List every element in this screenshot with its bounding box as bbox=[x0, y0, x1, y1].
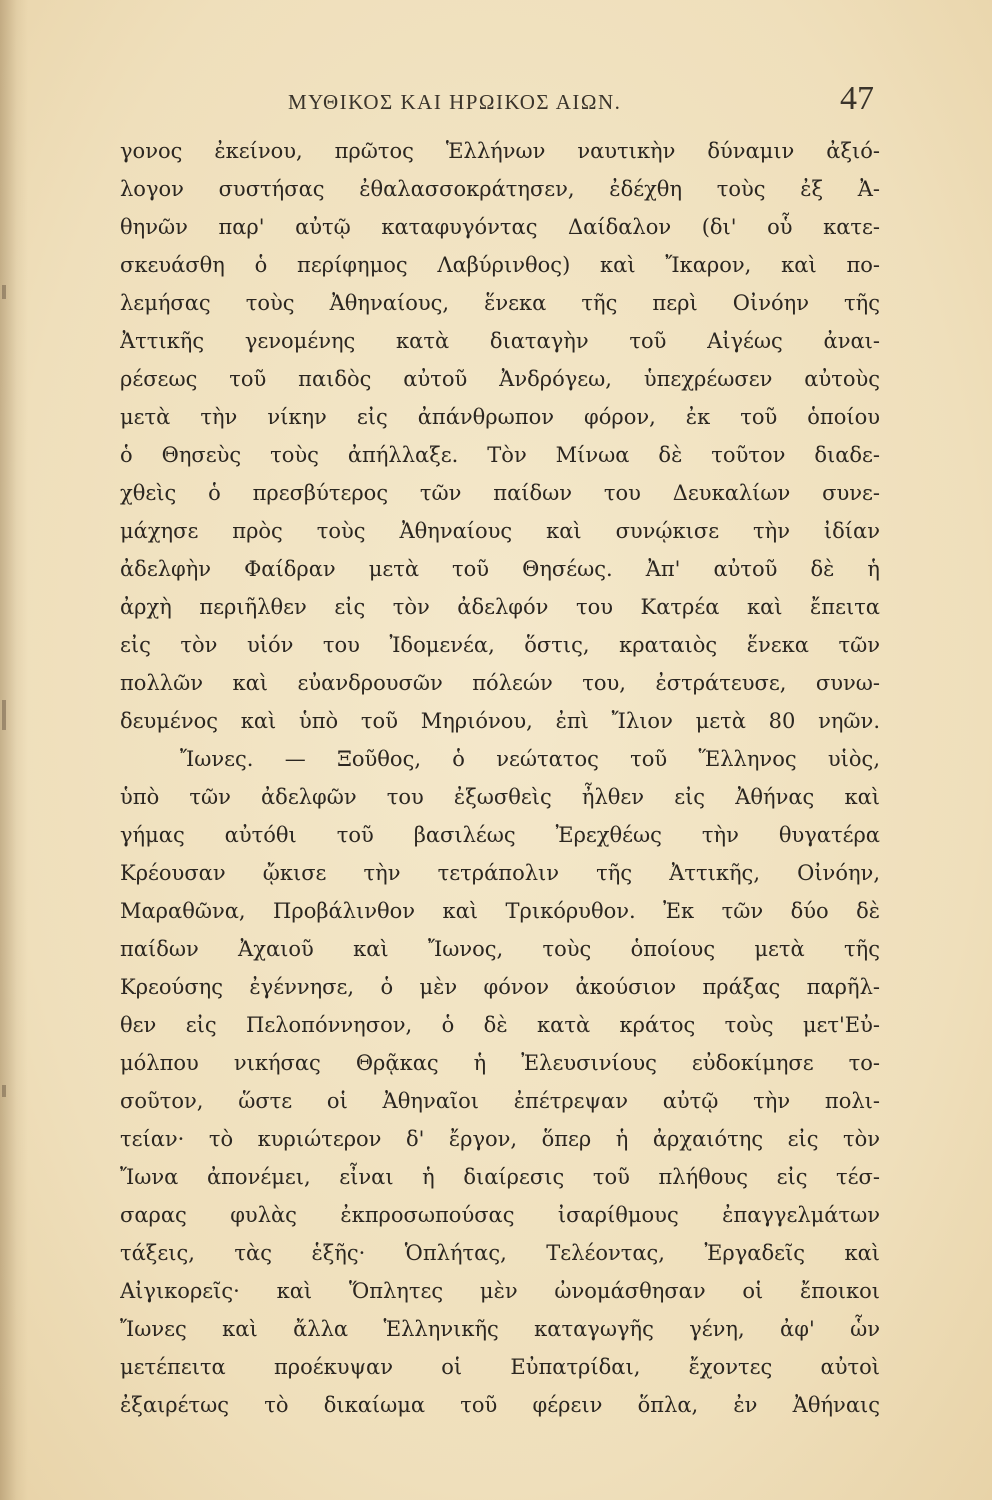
text-line: Ἴωνες καὶ ἄλλα Ἑλληνικῆς καταγωγῆς γένη, ἀφ' ὧν bbox=[120, 1317, 880, 1341]
text-line: ὁ Θησεὺς τοὺς ἀπήλλαξε. Τὸν Μίνωα δὲ τοῦτον διαδε- bbox=[120, 443, 880, 467]
text-line: Ἀττικῆς γενομένης κατὰ διαταγὴν τοῦ Αἰγέως ἀναι- bbox=[120, 329, 880, 353]
text-line: μετέπειτα προέκυψαν οἱ Εὐπατρίδαι, ἔχοντες αὐτοὶ bbox=[120, 1355, 880, 1379]
text-line: τάξεις, τὰς ἑξῆς· Ὁπλήτας, Τελέοντας, Ἐργαδεῖς καὶ bbox=[120, 1241, 880, 1265]
margin-mark bbox=[2, 285, 6, 299]
margin-mark bbox=[2, 1085, 6, 1097]
text-line: θεν εἰς Πελοπόννησον, ὁ δὲ κατὰ κράτος τοὺς μετ'Εὐ- bbox=[120, 1013, 880, 1037]
text-line: εἰς τὸν υἱόν του Ἰδομενέα, ὅστις, κραταιὸς ἕνεκα τῶν bbox=[120, 633, 880, 657]
text-line: χθεὶς ὁ πρεσβύτερος τῶν παίδων του Δευκαλίων συνε- bbox=[120, 481, 880, 505]
text-line: γήμας αὐτόθι τοῦ βασιλέως Ἐρεχθέως τὴν θυγατέρα bbox=[120, 823, 880, 847]
body-text bbox=[120, 132, 880, 1432]
text-line: Ἴωνα ἀπονέμει, εἶναι ἡ διαίρεσις τοῦ πλήθους εἰς τέσ- bbox=[120, 1165, 880, 1189]
text-line: σοῦτον, ὥστε οἱ Ἀθηναῖοι ἐπέτρεψαν αὐτῷ τὴν πολι- bbox=[120, 1089, 880, 1113]
text-line: παίδων Ἀχαιοῦ καὶ Ἴωνος, τοὺς ὁποίους μετὰ τῆς bbox=[120, 937, 880, 961]
spine-shadow bbox=[0, 0, 28, 1500]
page-header bbox=[120, 80, 880, 124]
text-line: πολλῶν καὶ εὐανδρουσῶν πόλεών του, ἐστράτευσε, συνω- bbox=[120, 671, 880, 695]
text-line: ρέσεως τοῦ παιδὸς αὐτοῦ Ἀνδρόγεω, ὑπεχρέωσεν αὐτοὺς bbox=[120, 367, 880, 391]
text-line: Κρέουσαν ᾤκισε τὴν τετράπολιν τῆς Ἀττικῆς, Οἰνόην, bbox=[120, 861, 880, 885]
text-line: γονος ἐκείνου, πρῶτος Ἑλλήνων ναυτικὴν δύναμιν ἀξιό- bbox=[120, 139, 880, 163]
page-number: 47 bbox=[840, 80, 874, 117]
text-line: Κρεούσης ἐγέννησε, ὁ μὲν φόνον ἀκούσιον πράξας παρῆλ- bbox=[120, 975, 880, 999]
text-line: Αἰγικορεῖς· καὶ Ὅπλητες μὲν ὠνομάσθησαν οἱ ἔποικοι bbox=[120, 1279, 880, 1303]
running-head: ΜΥΘΙΚΟΣ ΚΑΙ ΗΡΩΙΚΟΣ ΑΙΩΝ. bbox=[288, 90, 622, 114]
text-line: λογον συστήσας ἐθαλασσοκράτησεν, ἐδέχθη τοὺς ἐξ Ἀ- bbox=[120, 177, 880, 201]
text-line: μάχησε πρὸς τοὺς Ἀθηναίους καὶ συνῴκισε τὴν ἰδίαν bbox=[120, 519, 880, 543]
text-line: Μαραθῶνα, Προβάλινθον καὶ Τρικόρυθον. Ἐκ τῶν δύο δὲ bbox=[120, 899, 880, 923]
text-line: τείαν· τὸ κυριώτερον δ' ἔργον, ὅπερ ἡ ἀρχαιότης εἰς τὸν bbox=[120, 1127, 880, 1151]
text-line: ἀρχὴ περιῆλθεν εἰς τὸν ἀδελφόν του Κατρέα καὶ ἔπειτα bbox=[120, 595, 880, 619]
text-line: ἀδελφὴν Φαίδραν μετὰ τοῦ Θησέως. Ἀπ' αὐτοῦ δὲ ἡ bbox=[120, 557, 880, 581]
text-line: λεμήσας τοὺς Ἀθηναίους, ἕνεκα τῆς περὶ Οἰνόην τῆς bbox=[120, 291, 880, 315]
section-heading-line: Ἴωνες. — Ξοῦθος, ὁ νεώτατος τοῦ Ἕλληνος υἱὸς, bbox=[180, 747, 880, 771]
text-line: ὑπὸ τῶν ἀδελφῶν του ἐξωσθεὶς ἦλθεν εἰς Ἀθήνας καὶ bbox=[120, 785, 880, 809]
text-line: θηνῶν παρ' αὐτῷ καταφυγόντας Δαίδαλον (δι' οὗ κατε- bbox=[120, 215, 880, 239]
text-line: δευμένος καὶ ὑπὸ τοῦ Μηριόνου, ἐπὶ Ἴλιον μετὰ 80 νηῶν. bbox=[120, 709, 880, 733]
text-line: σαρας φυλὰς ἐκπροσωπούσας ἰσαρίθμους ἐπαγγελμάτων bbox=[120, 1203, 880, 1227]
text-line: σκευάσθη ὁ περίφημος Λαβύρινθος) καὶ Ἴκαρον, καὶ πο- bbox=[120, 253, 880, 277]
text-line: μόλπου νικήσας Θρᾷκας ἡ Ἐλευσινίους εὐδοκίμησε το- bbox=[120, 1051, 880, 1075]
text-line: μετὰ τὴν νίκην εἰς ἀπάνθρωπον φόρον, ἐκ τοῦ ὁποίου bbox=[120, 405, 880, 429]
margin-mark bbox=[2, 700, 6, 730]
text-line: ἐξαιρέτως τὸ δικαίωμα τοῦ φέρειν ὅπλα, ἐν Ἀθήναις bbox=[120, 1393, 880, 1417]
